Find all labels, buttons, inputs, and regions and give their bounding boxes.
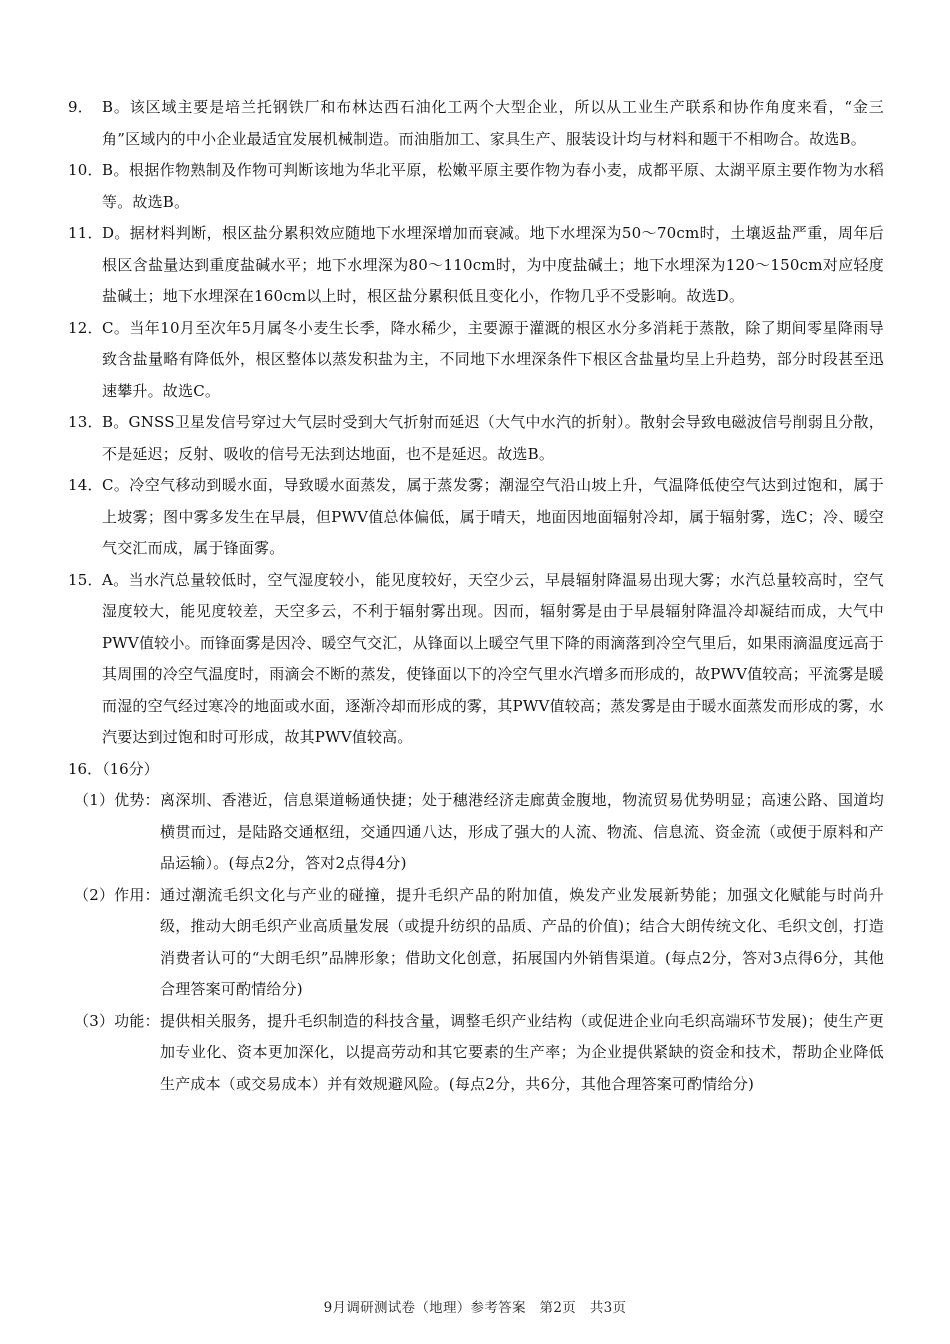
answer-text: D。据材料判断，根区盐分累积效应随地下水埋深增加而衰减。地下水埋深为50～70cm时，土壤返盐严重，周年后根区含盐量达到重度盐碱水平；地下水埋深为80～110cm时，为中度盐碱土；地下水埋深为120～150cm对应轻度盐碱土；地下水埋深在160cm以上时，根区盐分累积低且变化小，作物几乎不受影响。故选D。 [102,224,884,305]
answer-item-15 [68,565,884,754]
answer-item-14 [68,470,884,565]
answer-item-11 [68,218,884,313]
answer-text: A。当水汽总量较低时，空气湿度较小，能见度较好，天空少云，早晨辐射降温易出现大雾；水汽总量较高时，空气湿度较大，能见度较差，天空多云，不利于辐射雾出现。因而，辐射雾是由于早晨辐射降温冷却凝结而成，大气中PWV值较小。而锋面雾是因冷、暖空气交汇，从锋面以上暖空气里下降的雨滴落到冷空气里后，如果雨滴温度远高于其周围的冷空气温度时，雨滴会不断的蒸发，使锋面以下的冷空气里水汽增多而形成的，故PWV值较高；平流雾是暖而湿的空气经过寒冷的地面或水面，逐渐冷却而形成的雾，其PWV值较高；蒸发雾是由于暖水面蒸发而形成的雾，水汽要达到过饱和时可形成，故其PWV值较高。 [102,570,884,746]
answer-number: 13． [68,413,103,431]
answer-item-10 [68,155,884,218]
question-16-part-2 [74,880,884,1006]
answer-item-13 [68,407,884,470]
answer-item-9 [68,92,884,155]
answer-text: C。当年10月至次年5月属冬小麦生长季，降水稀少，主要源于灌溉的根区水分多消耗于蒸散，除了期间零星降雨导致含盐量略有降低外，根区整体以蒸发积盐为主，不同地下水埋深条件下根区含盐量均呈上升趋势，部分时段甚至迅速攀升。故选C。 [102,318,884,400]
answer-text: C。冷空气移动到暖水面，导致暖水面蒸发，属于蒸发雾；潮湿空气沿山坡上升，气温降低使空气达到过饱和，属于上坡雾；图中雾多发生在早晨，但PWV值总体偏低，属于晴天，地面因地面辐射冷却，属于辐射雾，选C；冷、暖空气交汇而成，属于锋面雾。 [102,476,884,557]
answer-number: 11． [68,224,103,242]
part-text: 通过潮流毛织文化与产业的碰撞，提升毛织产品的附加值，焕发产业发展新势能；加强文化赋能与时尚升级，推动大朗毛织产业高质量发展（或提升纺织的品质、产品的价值)；结合大朗传统文化、毛织文创，打造消费者认可的“大朗毛织”品牌形象；借助文化创意，拓展国内外销售渠道。(每点2分，答对3点得6分，其他合理答案可酌情给分) [160,885,884,998]
answer-number: 9． [68,98,93,116]
part-label: （3）功能： [74,1011,160,1030]
part-label: （2）作用： [74,885,160,904]
question-16-heading: 16．（16分） [68,759,159,778]
answer-number: 14． [68,476,103,494]
part-label: （1）优势： [74,791,160,809]
answer-text: B。该区域主要是培兰托钢铁厂和布林达西石油化工两个大型企业，所以从工业生产联系和协作角度来看，“金三角”区域内的中小企业最适宜发展机械制造。而油脂加工、家具生产、服装设计均与材料和题干不相吻合。故选B。 [102,98,884,148]
answer-list [68,92,884,1100]
answer-text: B。GNSS卫星发信号穿过大气层时受到大气折射而延迟（大气中水汽的折射）。散射会导致电磁波信号削弱且分散，不是延迟；反射、吸收的信号无法到达地面，也不是延迟。故选B。 [102,413,884,463]
answer-number: 12． [68,318,103,337]
answer-number: 10． [68,161,103,179]
question-16-part-3 [74,1006,884,1101]
answer-item-12 [68,313,884,408]
part-text: 提供相关服务，提升毛织制造的科技含量，调整毛织产业结构（或促进企业向毛织高端环节发展)；使生产更加专业化、资本更加深化，以提高劳动和其它要素的生产率；为企业提供紧缺的资金和技术，帮助企业降低生产成本（或交易成本）并有效规避风险。(每点2分，共6分，其他合理答案可酌情给分) [160,1011,884,1093]
question-16-part-1 [74,785,884,880]
answer-text: B。根据作物熟制及作物可判断该地为华北平原，松嫩平原主要作物为春小麦，成都平原、太湖平原主要作物为水稻等。故选B。 [102,161,884,211]
answer-number: 15． [68,570,103,589]
part-text: 离深圳、香港近，信息渠道畅通快捷；处于穗港经济走廊黄金腹地，物流贸易优势明显；高速公路、国道均横贯而过，是陆路交通枢纽，交通四通八达，形成了强大的人流、物流、信息流、资金流（或便于原料和产品运输）。(每点2分，答对2点得4分) [160,791,884,872]
page-footer: 9月调研测试卷（地理）参考答案 第2页 共3页 [323,1300,627,1316]
